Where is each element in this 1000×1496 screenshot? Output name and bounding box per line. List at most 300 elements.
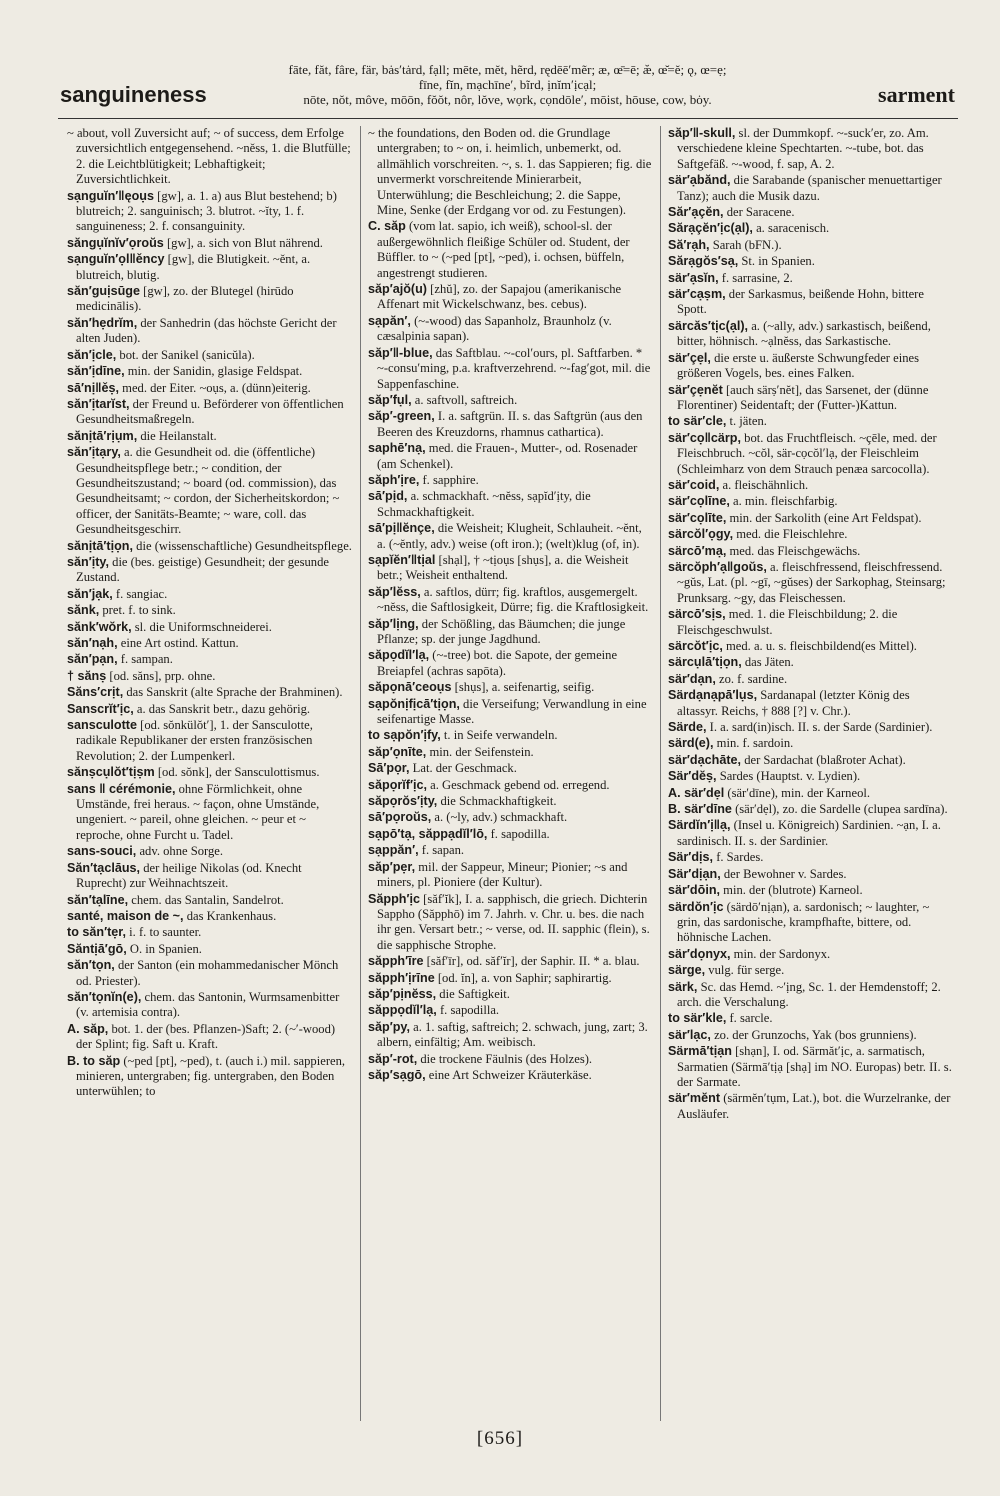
entry-definition: die (wissenschaftliche) Gesundheitspflege.: [136, 538, 352, 553]
entry-definition: die Heilanstalt.: [140, 428, 217, 443]
dictionary-entry: [668, 688, 953, 719]
entry-definition: a. saftvoll, saftreich.: [414, 392, 518, 407]
entry-definition: Sarah (bFN.).: [712, 237, 782, 252]
entry-definition: die Schmackhaftigkeit.: [440, 794, 557, 809]
entry-definition: f. sampan.: [120, 652, 173, 667]
entry-headword: săn′ịtarĭst,: [67, 396, 130, 411]
entry-headword: särcō′sịs,: [668, 607, 726, 622]
dictionary-entry: [368, 810, 653, 825]
entry-headword: săp′-green,: [368, 409, 435, 424]
entry-headword: sā′nị‖ěṣ,: [67, 380, 119, 395]
entry-headword: Sā′pọr,: [368, 761, 410, 776]
dictionary-entry: [668, 511, 953, 526]
entry-definition: der heilige Nikolas (od. Knecht Ruprecht) zur Weihnachtszeit.: [76, 860, 302, 891]
dictionary-entry: [368, 282, 653, 313]
entry-headword: Să′rạh,: [668, 237, 710, 252]
dictionary-entry: [67, 765, 353, 780]
pronunciation-key: [250, 62, 765, 107]
entry-headword: to săn′tẹr,: [67, 925, 127, 940]
entry-headword: săpọrĭf′ịc,: [368, 777, 428, 792]
dictionary-entry: [668, 672, 953, 687]
entry-headword: sạppăn′,: [368, 843, 419, 858]
dictionary-entry: [668, 1011, 953, 1026]
guide-word-left: sanguineness: [60, 82, 207, 107]
dictionary-entry: [67, 555, 353, 586]
column-1: [60, 126, 360, 1421]
entry-definition: (~-tree) bot. die Sapote, der gemeine Breiapfel (achras sapōta).: [377, 648, 618, 678]
entry-headword: sär′dạn,: [668, 671, 716, 686]
entry-headword: săp′py,: [368, 1019, 410, 1034]
dictionary-entry: [668, 850, 953, 865]
dictionary-entry: [668, 527, 953, 542]
dictionary-entry: [668, 1044, 953, 1090]
entry-headword: sạnguĭn′‖ęoụs: [67, 188, 154, 203]
entry-headword: B. sär′dīne: [668, 802, 732, 817]
entry-definition: St. in Spanien.: [741, 254, 815, 269]
dictionary-entry: [368, 860, 653, 891]
entry-definition: med. 1. die Fleischbildung; 2. die Fleischgeschwulst.: [677, 607, 898, 637]
entry-headword: särcŏl′ọgy,: [668, 527, 734, 542]
entry-headword: Săn′tạclāus,: [67, 860, 141, 875]
dictionary-entry: [368, 648, 653, 679]
dictionary-entry: [668, 254, 953, 269]
dictionary-entry: [368, 219, 653, 281]
entry-headword: sạpăn′,: [368, 313, 411, 328]
dictionary-entry: [668, 1028, 953, 1043]
entry-definition: med. a. u. s. fleischbildend(es Mittel).: [725, 639, 917, 653]
entry-headword: săn′tọn,: [67, 958, 115, 973]
entry-headword: săp′ajŏ(u): [368, 282, 427, 297]
entry-definition: der Sanhedrin (das höchste Gericht der alten Juden).: [76, 315, 337, 346]
dictionary-entry: [368, 892, 653, 954]
entry-definition: a. Geschmack gebend od. erregend.: [430, 777, 610, 792]
entry-headword: săn′guịsūge: [67, 284, 140, 299]
column-2: [360, 126, 660, 1421]
entry-definition: (särdō′nịạn), a. sardonisch; ~ laughter, ~ grin, das sardonische, krampfhafte, bittere, od. höhnische Lachen.: [677, 899, 930, 945]
entry-definition: med. die Fleischlehre.: [736, 527, 848, 542]
dictionary-entry: [67, 861, 353, 892]
entry-headword: sā′pị‖ĕnçe,: [368, 521, 435, 536]
dictionary-entry: [67, 782, 353, 844]
entry-definition: [săf′ĭk], I. a. sapphisch, die griech. Dichterin Sappho (Săpphō) im 7. Jahrh. v. Chr. u. bes. die nach ihr gen. Versart betr.; ~ verse, od. II. sapphic (flein), s. die sapphische Strophe.: [377, 891, 650, 952]
entry-headword: särdŏn′ịc: [668, 899, 724, 914]
entry-headword: särd(e),: [668, 736, 714, 751]
entry-headword: sär′cọlīte,: [668, 510, 727, 525]
entry-definition: min. der Sanidin, glasige Feldspat.: [127, 364, 303, 379]
entry-headword: Sär′dịạn,: [668, 866, 721, 881]
dictionary-entry: [67, 539, 353, 554]
dictionary-entry: [67, 236, 353, 251]
entry-headword: sär′coid,: [668, 477, 720, 492]
dictionary-entry: [67, 685, 353, 700]
entry-definition: [shạn], I. od. Särmăt′ịc, a. sarmatisch, Sarmatien (Särmā′tịạ [shạ] im NO. Europas) betr. II. s. der Sarmate.: [677, 1044, 952, 1089]
columns: [60, 126, 960, 1421]
entry-headword: Săr′ạçĕn,: [668, 205, 724, 220]
entry-definition: (Insel u. Königreich) Sardinien. ~ạn, I. a. sardinisch. II. s. der Sardinier.: [677, 818, 941, 848]
dictionary-entry: [368, 489, 653, 520]
entry-definition: eine Art ostind. Kattun.: [120, 636, 239, 650]
entry-headword: sạpĭĕn′‖tịal: [368, 552, 436, 567]
dictionary-entry: [368, 473, 653, 488]
page-header: [60, 62, 955, 110]
entry-definition: a. (~ally, adv.) sarkastisch, beißend, bitter, höhnisch. ~ạlnĕss, das Sarkastische.: [677, 318, 931, 349]
dictionary-entry: [668, 494, 953, 509]
entry-definition: [auch särṣ′nĕt], das Sarsenet, der (dünne Florentiner) Seidentaft; der (Futter-)Kattun.: [677, 382, 929, 412]
entry-headword: săn′ịty,: [67, 554, 109, 569]
entry-definition: Sc. das Hemd. ~′ịng, Sc. 1. der Hemdenstoff; 2. arch. die Verschalung.: [677, 979, 941, 1009]
entry-headword: A. săp,: [67, 1021, 109, 1036]
dictionary-entry: [67, 284, 353, 315]
entry-definition: t. in Seife verwandeln.: [443, 728, 558, 743]
entry-definition: das Sanskrit (alte Sprache der Brahminen).: [126, 685, 343, 700]
entry-definition: I. a. sard(in)isch. II. s. der Sarde (Sardinier).: [709, 720, 933, 735]
entry-definition: pret. f. to sink.: [102, 603, 176, 618]
entry-headword: sär′cạṣm,: [668, 287, 726, 302]
entry-definition: die Saftigkeit.: [439, 986, 510, 1001]
entry-headword: săp′‖-skull,: [668, 126, 736, 140]
dictionary-entry: [67, 958, 353, 989]
entry-definition: a. (~ly, adv.) schmackhaft.: [434, 810, 568, 825]
entry-definition: [od. sŏnk], der Sansculottismus.: [157, 765, 320, 780]
dictionary-entry: [368, 441, 653, 472]
entry-definition: a. saftlos, dürr; fig. kraftlos, ausgemergelt. ~nĕss, die Saftlosigkeit, Dürre; fig. die Kraftlosigkeit.: [377, 584, 649, 615]
entry-definition: f. sarcle.: [729, 1011, 773, 1026]
dictionary-entry: [368, 585, 653, 616]
entry-headword: săp′pịnĕss,: [368, 986, 437, 1001]
entry-headword: săn′ịtạry,: [67, 445, 121, 460]
entry-definition: eine Art Schweizer Kräuterkäse.: [428, 1067, 592, 1082]
dictionary-entry: [67, 1054, 353, 1100]
dictionary-entry: [67, 909, 353, 924]
entry-definition: zo. f. sardine.: [718, 671, 788, 686]
entry-definition: das Krankenhaus.: [186, 908, 277, 923]
dictionary-entry: [668, 221, 953, 236]
entry-headword: sär′cọ‖cärp,: [668, 430, 741, 445]
entry-definition: adv. ohne Sorge.: [139, 844, 224, 859]
entry-headword: sā′pọroŭs,: [368, 810, 432, 825]
entry-headword: sans ‖ cérémonie,: [67, 781, 176, 796]
entry-definition: die erste u. äußerste Schwungfeder eines größeren Vogels, bes. eines Falken.: [677, 350, 920, 381]
entry-definition: a. fleischähnlich.: [722, 477, 809, 492]
dictionary-entry: [368, 1003, 653, 1018]
dictionary-entry: [668, 720, 953, 735]
column-3: [660, 126, 960, 1421]
entry-headword: sănịtā′rịụm,: [67, 428, 138, 443]
dictionary-entry: [368, 745, 653, 760]
entry-definition: Sardes (Hauptst. v. Lydien).: [719, 769, 861, 784]
pronunciation-key-line: nōte, nŏt, môve, mōōn, fŏŏt, nôr, lŏve, wọrk, cọndōle′, mōist, hōuse, cow, bȯy.: [303, 92, 712, 107]
entry-definition: zo. der Grunzochs, Yak (bos grunniens).: [714, 1027, 917, 1042]
entry-headword: C. săp: [368, 219, 406, 234]
entry-headword: săngụĭnĭv′ọroŭs: [67, 235, 164, 250]
entry-definition: [gw], a. sich von Blut nährend.: [166, 235, 323, 250]
entry-definition: die trockene Fäulnis (des Holzes).: [420, 1051, 593, 1066]
entry-headword: sär′lạc,: [668, 1027, 711, 1042]
entry-headword: sär′ạsĭn,: [668, 270, 719, 285]
dictionary-entry: [668, 319, 953, 350]
entry-definition: [gw], a. 1. a) aus Blut bestehend; b) blutreich; 2. sanguinisch; 3. blutrot. ~ĭty, 1. f. sanguineness; 2. f. consanguinity.: [76, 188, 337, 234]
entry-definition: f. Sardes.: [716, 850, 764, 865]
entry-definition: med. das Fleischgewächs.: [729, 543, 861, 558]
entry-headword: Särde,: [668, 720, 707, 735]
entry-definition: der Saracene.: [726, 205, 795, 220]
entry-headword: sănk′wŏrk,: [67, 619, 132, 634]
dictionary-entry: [368, 680, 653, 695]
dictionary-entry: [368, 521, 653, 552]
entry-headword: săpph′ịrīne: [368, 970, 435, 985]
dictionary-entry: [368, 393, 653, 408]
dictionary-entry: [67, 844, 353, 859]
entry-headword: sär′çẹnĕt: [668, 382, 723, 397]
entry-definition: der Schößling, das Bäumchen; die junge Pflanze; sp. der junge Jagdhund.: [377, 616, 626, 646]
entry-headword: särcŏph′ạ‖goŭs,: [668, 559, 767, 574]
dictionary-entry: [668, 963, 953, 978]
dictionary-entry: [368, 971, 653, 986]
entry-headword: sär′dōin,: [668, 883, 721, 898]
entry-definition: bot. das Fruchtfleisch. ~çēle, med. der Fleischbruch. ~cŏl, sär-cọcŏl′lạ, der Fleischleim (Schleimharz von dem Strauch penæa sarcocolla).: [677, 430, 937, 476]
entry-definition: (sär′dẹl), zo. die Sardelle (clupea sardīna).: [735, 802, 948, 817]
entry-definition: min. der Seifenstein.: [429, 744, 534, 759]
entry-definition: (~ped [pt], ~ped), t. (auch i.) mil. sappieren, minieren, untergraben; fig. untergraben, den Boden unterwühlen; to: [76, 1053, 346, 1099]
entry-definition: [od. săns], prp. ohne.: [109, 668, 216, 683]
entry-definition: das Saftblau. ~-col′ours, pl. Saftfarben. * ~-consu′ming, p.a. kraftverzehrend. ~-fag′got, mil. die Sappenfaschine.: [377, 345, 651, 391]
entry-headword: Sărạgŏs′sạ,: [668, 254, 739, 269]
entry-headword: sănk,: [67, 603, 100, 618]
dictionary-entry: [668, 544, 953, 559]
entry-headword: săp′-rot,: [368, 1051, 418, 1066]
entry-headword: to sär′kle,: [668, 1011, 727, 1026]
entry-definition: min. f. sardoin.: [716, 736, 794, 751]
dictionary-entry: [668, 414, 953, 429]
entry-headword: sạpō′tạ, săppạdĭl′lō,: [368, 826, 488, 841]
entry-definition: Sardanapal (letzter König des altassyr. Reichs, † 888 [?] v. Chr.).: [677, 688, 910, 718]
entry-definition: vulg. für serge.: [708, 963, 785, 978]
dictionary-entry: [668, 431, 953, 477]
dictionary-entry: [368, 827, 653, 842]
entry-headword: Săntịā′gō,: [67, 941, 127, 956]
entry-definition: f. sapphire.: [422, 472, 479, 487]
entry-headword: săn′nạh,: [67, 636, 118, 650]
dictionary-entry: [668, 980, 953, 1011]
entry-headword: sănịtā′tịọn,: [67, 538, 133, 553]
dictionary-entry: [668, 383, 953, 414]
entry-headword: săn′hẹdrĭm,: [67, 315, 138, 330]
dictionary-entry: [67, 990, 353, 1021]
entry-definition: die (bes. geistige) Gesundheit; der gesunde Zustand.: [76, 554, 329, 585]
entry-definition: a. saracenisch.: [756, 221, 830, 236]
dictionary-entry: [67, 652, 353, 667]
entry-definition: f. sangiac.: [115, 586, 168, 601]
entry-headword: săn′ịcle,: [67, 347, 117, 362]
dictionary-entry: [67, 587, 353, 602]
dictionary-entry: [67, 316, 353, 347]
entry-headword: săp′fụl,: [368, 392, 412, 407]
entry-definition: min. der Sardonyx.: [733, 946, 831, 961]
entry-definition: t. jäten.: [729, 414, 767, 429]
entry-definition: der Freund u. Beförderer von öffentlichen Gesundheitsmaßregeln.: [76, 396, 344, 427]
dictionary-entry: [67, 381, 353, 396]
dictionary-entry: [368, 409, 653, 440]
entry-definition: chem. das Santonin, Wurmsamenbitter (v. artemisia contra).: [76, 989, 340, 1020]
entry-definition: [shạl], † ~tịoụs [shụs], a. die Weisheit betr.; Weisheit enthaltend.: [377, 552, 629, 583]
dictionary-entry: [668, 818, 953, 849]
entry-headword: săph′ịre,: [368, 472, 420, 487]
entry-headword: särk,: [668, 979, 698, 994]
dictionary-entry: [668, 271, 953, 286]
entry-headword: săn′tạlīne,: [67, 892, 129, 907]
entry-headword: sansculotte: [67, 718, 137, 733]
dictionary-entry: [67, 348, 353, 363]
entry-headword: Sanscrĭt′ịc,: [67, 701, 134, 716]
entry-headword: Särdĭn′ị‖ạ,: [668, 818, 731, 833]
entry-headword: săn′ịdīne,: [67, 364, 125, 379]
entry-definition: der Santon (ein mohammedanischer Mönch od. Priester).: [76, 958, 339, 988]
entry-definition: ~ about, voll Zuversicht auf; ~ of success, dem Erfolge zuversichtlich entgegensehend. ~něss, 1. die Blutfülle; 2. die Leichtblütigkeit; Lebhaftigkeit; Zuversichtlichkeit.: [67, 126, 351, 187]
entry-headword: sär′ạbănd,: [668, 173, 731, 188]
entry-headword: săp′lĕss,: [368, 584, 421, 599]
dictionary-entry: [67, 429, 353, 444]
entry-headword: săp′ọnīte,: [368, 744, 427, 759]
dictionary-entry: [67, 1022, 353, 1053]
entry-headword: săn′tọnĭn(e),: [67, 989, 142, 1004]
entry-definition: min. der Sarkolith (eine Art Feldspat).: [729, 510, 922, 525]
dictionary-entry: [668, 900, 953, 946]
page-number: [656]: [476, 1428, 524, 1449]
entry-definition: f. sapan.: [421, 843, 465, 858]
entry-definition: a. 1. saftig, saftreich; 2. schwach, jung, zart; 3. albern, einfältig; Am. weibisch.: [377, 1019, 648, 1050]
dictionary-entry: [668, 947, 953, 962]
dictionary-entry: [368, 761, 653, 776]
dictionary-entry: [668, 173, 953, 204]
entry-definition: a. schmackhaft. ~nĕss, sạpĭd′ịty, die Schmackhaftigkeit.: [377, 489, 591, 519]
dictionary-entry: [368, 794, 653, 809]
dictionary-entry: [368, 346, 653, 392]
entry-definition: f. sapodilla.: [439, 1003, 500, 1018]
dictionary-entry: [668, 802, 953, 817]
entry-headword: sănṣcụlŏt′tịṣm: [67, 765, 155, 780]
entry-headword: Săns′crịt,: [67, 685, 124, 700]
dictionary-entry: [368, 778, 653, 793]
entry-headword: săp′sạgō,: [368, 1067, 426, 1082]
entry-definition: (vom lat. sapio, ich weiß), school-sl. der außergewöhnlich fleißige Schüler od. Student, der Büffler. to ~ (~ped [pt], ~ped), i. ochsen, büffeln, angestrengt studieren.: [377, 219, 630, 280]
dictionary-entry: [67, 189, 353, 235]
dictionary-entry: [67, 445, 353, 537]
entry-headword: sär′dọnyx,: [668, 946, 731, 961]
entry-definition: [zhŭ], zo. der Sapajou (amerikanische Affenart mit Wickelschwanz, bes. cebus).: [377, 282, 622, 312]
entry-headword: † sănṣ: [67, 668, 107, 683]
entry-definition: [săf′īr], od. săf′ĭr], der Saphir. II. * a. blau.: [426, 954, 640, 969]
entry-headword: Sär′dĕṣ,: [668, 769, 717, 784]
entry-definition: (sär′dīne), min. der Karneol.: [727, 785, 871, 800]
dictionary-entry: [67, 397, 353, 428]
dictionary-entry: [668, 769, 953, 784]
entry-definition: a. fleischfressend, fleischfressend. ~gŭs, Lat. (pl. ~gī, ~gŭses) der Sarkophag, Steinsarg; Prunksarg. ~gy, das Fleischessen.: [677, 559, 946, 605]
entry-headword: särcŏt′ịc,: [668, 639, 723, 653]
entry-definition: O. in Spanien.: [129, 941, 202, 956]
dictionary-entry: [668, 639, 953, 654]
entry-headword: sär′mĕnt: [668, 1091, 721, 1106]
entry-headword: särge,: [668, 963, 706, 978]
entry-definition: bot. 1. der (bes. Pflanzen-)Saft; 2. (~′-wood) der Splint; fig. Saft u. Kraft.: [76, 1021, 336, 1052]
entry-definition: f. sarrasine, 2.: [721, 270, 793, 285]
dictionary-entry: [668, 753, 953, 768]
entry-headword: särcụlā′tịọn,: [668, 655, 742, 670]
entry-headword: săp′‖-blue,: [368, 345, 433, 360]
pronunciation-key-line: fāte, făt, fâre, fär, bȧs′tȧrd, fạll; mēte, mĕt, hẽrd, rędēē′mẽr; æ, œ̄=ē; æ̆, œ̆=ĕ; ǫ, œ=ẹ;: [288, 62, 727, 77]
dictionary-entry: [67, 252, 353, 283]
entry-headword: Săpph′ịc: [368, 891, 421, 906]
dictionary-entry: [67, 893, 353, 908]
entry-definition: bot. der Sanikel (sanicŭla).: [119, 347, 255, 362]
entry-headword: săpph′īre: [368, 954, 424, 969]
entry-definition: der Bewohner v. Sardes.: [723, 866, 847, 881]
entry-headword: sär′çẹl,: [668, 350, 711, 365]
dictionary-entry: [368, 987, 653, 1002]
dictionary-entry: [368, 954, 653, 969]
entry-headword: sā′pịd,: [368, 489, 408, 504]
entry-headword: santé, maison de ~,: [67, 908, 184, 923]
entry-definition: sl. der Dummkopf. ~-suck′er, zo. Am. verschiedene kleine Spechtarten. ~-tube, bot. das Saftgefäß. ~-wood, f. sap, A. 2.: [677, 126, 929, 171]
dictionary-entry: [668, 560, 953, 606]
dictionary-entry: [368, 1068, 653, 1083]
entry-definition: med. die Frauen-, Mutter-, od. Rosenader (am Schenkel).: [377, 441, 638, 471]
dictionary-entry: [67, 364, 353, 379]
header-rule: [58, 118, 958, 119]
entry-definition: I. a. saftgrün. II. s. das Saftgrün (aus den Beeren des Kreuzdorns, rhamnus cathartica).: [377, 409, 643, 439]
entry-definition: mil. der Sappeur, Mineur; Pionier; ~s and miners, pl. Pioniere (der Kultur).: [377, 859, 628, 890]
dictionary-entry: [668, 287, 953, 318]
entry-headword: săpọnā′ceoụs: [368, 680, 452, 695]
entry-definition: [od. sŏnkülŏt′], 1. der Sansculotte, radikale Republikaner der ersten französischen Revolution; 2. der Lumpenkerl.: [76, 718, 313, 763]
dictionary-entry: [668, 126, 953, 172]
entry-headword: sạnguĭn′ọl‖ěncy: [67, 252, 165, 267]
entry-definition: die Verseifung; Verwandlung in eine seifenartige Masse.: [377, 696, 647, 727]
dictionary-entry: [67, 126, 353, 188]
entry-headword: sär′cọlīne,: [668, 494, 730, 509]
entry-definition: (särmĕn′tụm, Lat.), bot. die Wurzelranke, der Ausläufer.: [677, 1091, 951, 1121]
entry-definition: f. sapodilla.: [490, 826, 550, 841]
entry-definition: [gw], zo. der Blutegel (hirūdo medicinālis).: [76, 284, 294, 314]
guide-word-right: sarment: [878, 82, 955, 107]
entry-headword: săn′pạn,: [67, 652, 118, 667]
dictionary-entry: [668, 655, 953, 670]
entry-headword: sär′dạchāte,: [668, 752, 742, 767]
dictionary-entry: [67, 718, 353, 764]
dictionary-entry: [368, 314, 653, 345]
pronunciation-key-line: fīne, fĭn, mạchīne′, bĩrd, ịnĭm′ịcạl;: [418, 77, 597, 92]
entry-definition: min. der (blutrote) Karneol.: [723, 883, 863, 898]
entry-headword: särcăs′tịc(ạl),: [668, 318, 749, 333]
entry-definition: Lat. der Geschmack.: [412, 761, 517, 776]
entry-definition: chem. das Santalin, Sandelrot.: [131, 892, 284, 907]
entry-headword: Särmā′tịạn: [668, 1044, 732, 1059]
entry-definition: ohne Förmlichkeit, ohne Umstände, frei heraus. ~ façon, ohne Umstände, ungeniert. ~ pareil, ohne gleichen. ~ peur et ~ reproche, ohne Furcht u. Tadel.: [76, 781, 320, 842]
entry-headword: sạpŏnịfịcā′tịọn,: [368, 696, 460, 711]
entry-headword: săn′jạk,: [67, 586, 113, 601]
entry-definition: [shụs], a. seifenartig, seifig.: [454, 680, 595, 695]
dictionary-entry: [368, 728, 653, 743]
dictionary-entry: [668, 351, 953, 382]
entry-definition: a. min. fleischfarbig.: [732, 494, 838, 509]
entry-headword: săp′lịng,: [368, 616, 419, 631]
entry-headword: săp′pẹr,: [368, 859, 416, 874]
entry-headword: to sạpŏn′ịfy,: [368, 728, 441, 743]
entry-definition: i. f. to saunter.: [129, 925, 202, 940]
entry-definition: (~-wood) das Sapanholz, Braunholz (v. cæsalpinia sapan).: [377, 313, 612, 344]
entry-definition: med. der Eiter. ~oụs, a. (dünn)eiterig.: [122, 380, 311, 395]
dictionary-entry: [668, 607, 953, 638]
entry-definition: das Jäten.: [744, 655, 794, 670]
